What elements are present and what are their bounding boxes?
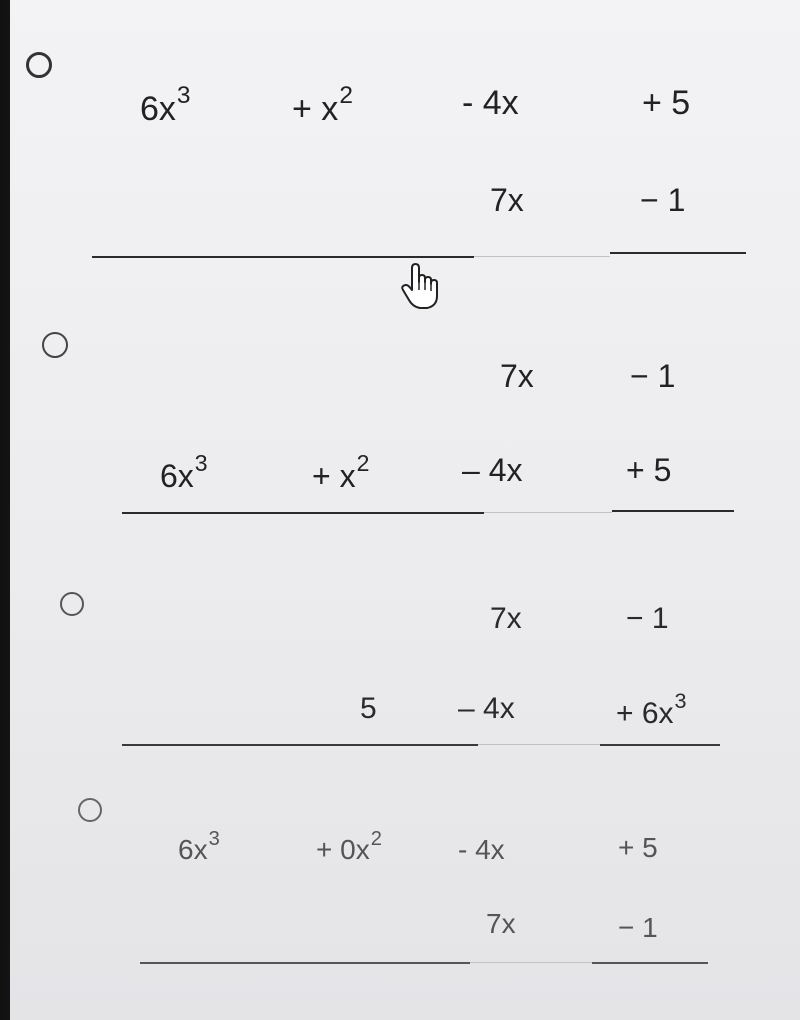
division-bar [484,512,612,513]
term-minus-4x: - 4x [462,84,519,122]
division-bar [478,744,600,745]
divisor-7x: 7x [486,908,516,939]
division-bar [122,512,484,514]
divisor-7x: 7x [490,182,524,218]
term-plus-6x3: + $6x^3$ [616,688,687,731]
divisor-minus-1: − 1 [630,358,676,394]
division-bar [122,744,478,746]
division-bar [470,962,592,963]
divisor-7x: 7x [500,358,534,394]
term-plus-5: + 5 [642,84,691,122]
division-bar [600,744,720,746]
division-bar [140,962,470,964]
term-5: 5 [360,692,377,725]
term-x2: + $x^2$ [292,82,353,129]
divisor-minus-1: − 1 [640,182,686,218]
term-plus-5: + 5 [626,452,672,488]
term-minus-4x: - 4x [458,834,505,865]
divisor-7x: 7x [490,602,522,635]
radio-button-4[interactable] [78,798,102,822]
radio-button-2[interactable] [42,332,68,358]
answer-choices-panel [10,0,800,1020]
answer-option-1[interactable] [10,0,800,300]
answer-option-4[interactable] [10,780,800,1020]
hand-pointer-cursor-icon [398,260,446,312]
term-minus-4x: – 4x [462,452,523,488]
division-bar [92,256,474,258]
division-bar [612,510,734,512]
term-6x3: $6x^3$ [140,82,191,129]
term-x2: + $x^2$ [312,450,370,495]
division-bar [592,962,708,964]
divisor-minus-1: − 1 [618,912,658,943]
term-minus-4x: – 4x [458,692,515,725]
division-bar [610,252,746,254]
term-6x3: $6x^3$ [160,450,208,495]
answer-option-2[interactable] [10,300,800,560]
divisor-minus-1: − 1 [626,602,669,635]
division-bar [474,256,610,257]
answer-option-3[interactable] [10,560,800,780]
radio-button-1[interactable] [26,52,52,78]
term-0x2: + $0x^2$ [316,828,382,866]
term-plus-5: + 5 [618,832,658,863]
radio-button-3[interactable] [60,592,84,616]
term-6x3: $6x^3$ [178,828,220,866]
